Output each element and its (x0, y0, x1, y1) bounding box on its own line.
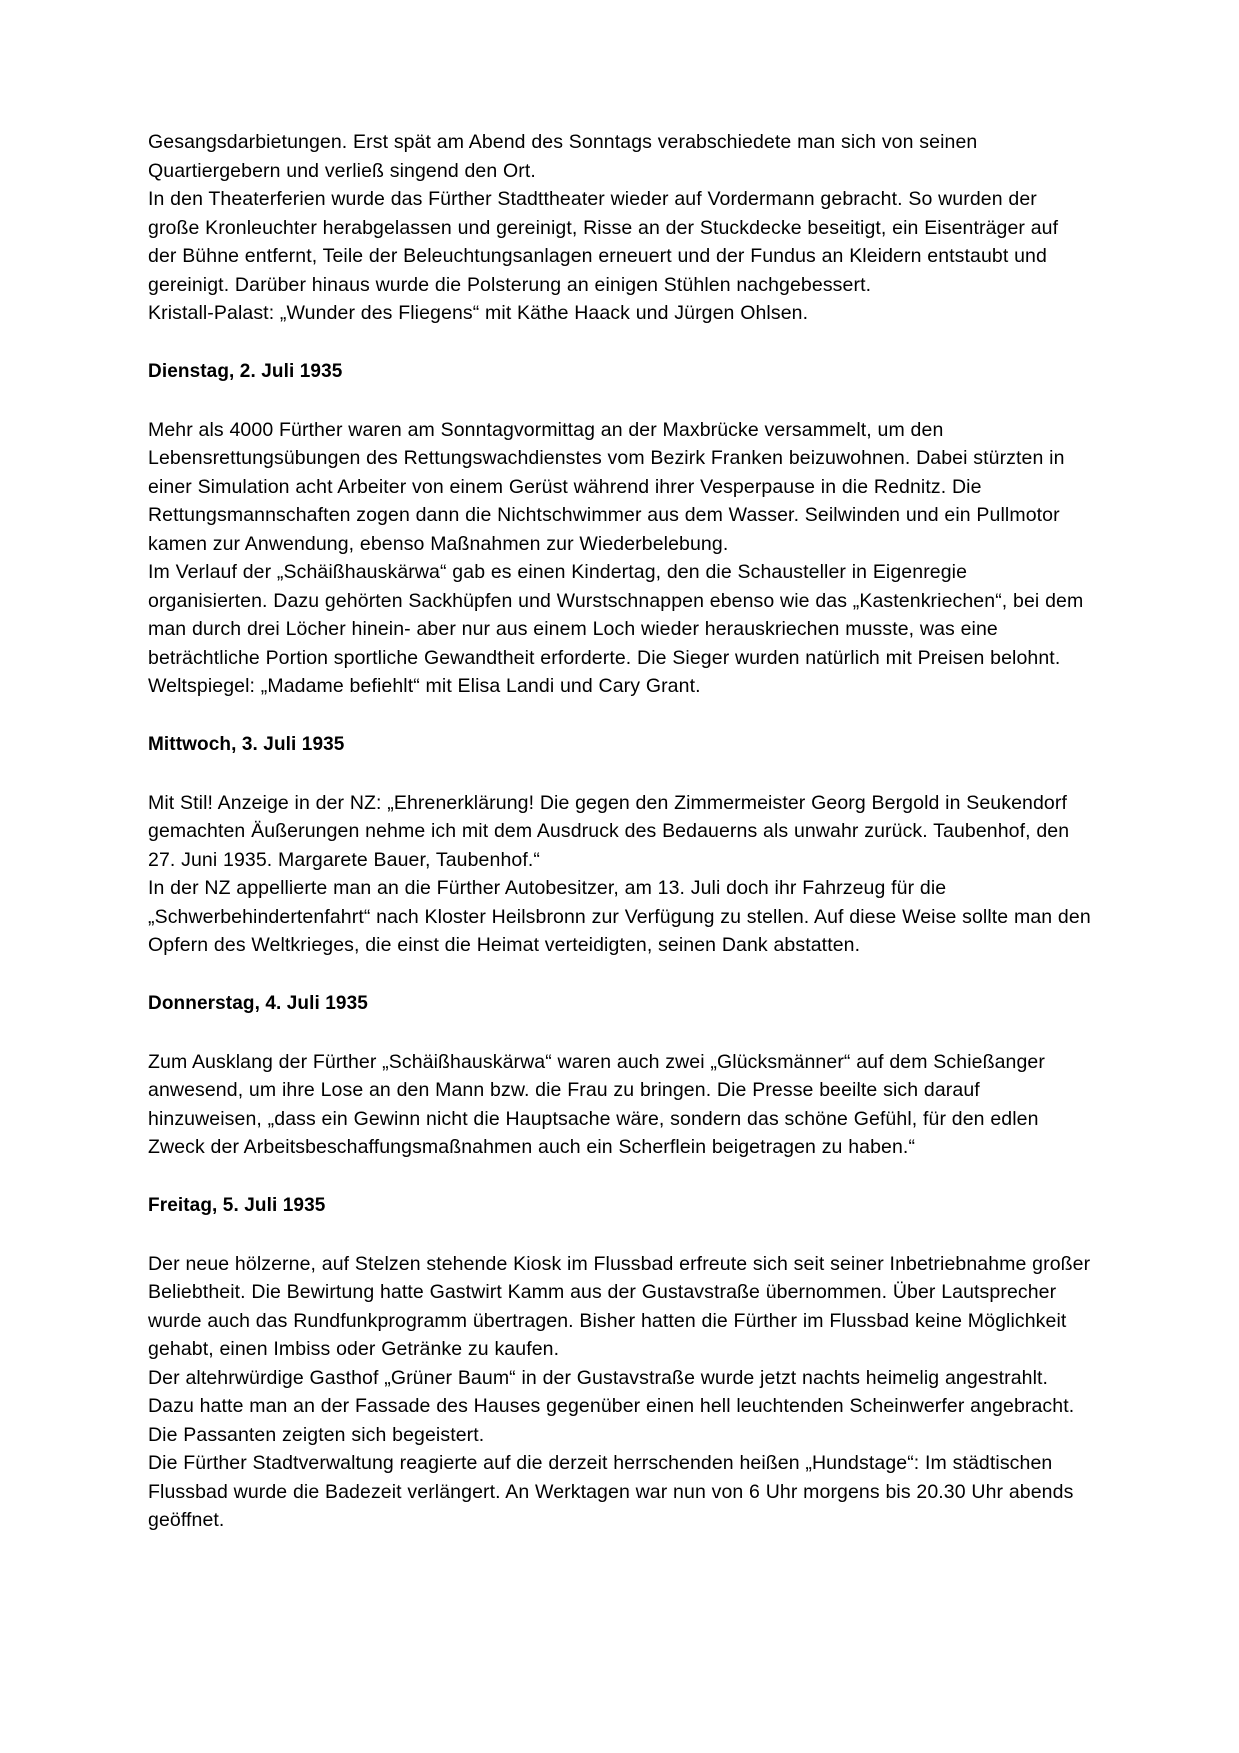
heading-freitag-5-juli-1935: Freitag, 5. Juli 1935 (148, 1194, 326, 1216)
document-body (148, 128, 1092, 1535)
paragraph-gluecksmaenner: Zum Ausklang der Fürther „Schäißhauskärwa“ waren auch zwei „Glücksmänner“ auf dem Schießanger anwesend, um ihre Lose an den Mann bzw. die Frau zu bringen. Die Presse beeilte sich darauf hinzuweisen, „dass ein Gewinn nicht die Hauptsache wäre, sondern das schöne Gefühl, für den edlen Zweck der Arbeitsbeschaffungsmaßnahmen auch ein Scherflein beigetragen zu haben.“ (148, 1050, 1045, 1158)
paragraph-theaterferien: In den Theaterferien wurde das Fürther Stadttheater wieder auf Vordermann gebracht. So wurden der große Kronleuchter herabgelassen und gereinigt, Risse an der Stuckdecke beseitigt, ein Eisenträger auf der Bühne entfernt, Teile der Beleuchtungsanlagen erneuert und der Fundus an Kleidern entstaubt und gereinigt. Darüber hinaus wurde die Polsterung an einigen Stühlen nachgebessert. (148, 188, 1059, 296)
heading-mittwoch-3-juli-1935: Mittwoch, 3. Juli 1935 (148, 733, 345, 755)
spacer (148, 1162, 1092, 1192)
paragraph-weltspiegel: Weltspiegel: „Madame befiehlt“ mit Elisa Landi und Cary Grant. (148, 675, 701, 697)
paragraph-hundstage-badezeit: Die Fürther Stadtverwaltung reagierte auf die derzeit herrschenden heißen „Hundstage“: Im städtischen Flussbad wurde die Badezeit verlängert. An Werktagen war nun von 6 Uhr morgens bis 20.30 Uhr abends geöffnet. (148, 1452, 1074, 1531)
spacer (148, 1018, 1092, 1048)
spacer (148, 701, 1092, 731)
spacer (148, 386, 1092, 416)
paragraph-maxbruecke: Mehr als 4000 Fürther waren am Sonntagvormittag an der Maxbrücke versammelt, um den Lebensrettungsübungen des Rettungswachdienstes vom Bezirk Franken beizuwohnen. Dabei stürzten in einer Simulation acht Arbeiter von einem Gerüst während ihrer Vesperpause in die Rednitz. Die Rettungsmannschaften zogen dann die Nichtschwimmer aus dem Wasser. Seilwinden und ein Pullmotor kamen zur Anwendung, ebenso Maßnahmen zur Wiederbelebung. (148, 418, 1065, 555)
paragraph-ehrenerklaerung: Mit Stil! Anzeige in der NZ: „Ehrenerklärung! Die gegen den Zimmermeister Georg Bergold in Seukendorf gemachten Äußerungen nehme ich mit dem Ausdruck des Bedauerns als unwahr zurück. Taubenhof, den 27. Juni 1935. Margarete Bauer, Taubenhof.“ (148, 791, 1070, 871)
paragraph-gruener-baum: Der altehrwürdige Gasthof „Grüner Baum“ in der Gustavstraße wurde jetzt nachts heimelig angestrahlt. Dazu hatte man an der Fassade des Hauses gegenüber einen hell leuchtenden Scheinwerfer angebracht. Die Passanten zeigten sich begeistert. (148, 1366, 1075, 1446)
spacer (148, 1220, 1092, 1250)
paragraph-schaeisshauskaerwa-kindertag: Im Verlauf der „Schäißhauskärwa“ gab es einen Kindertag, den die Schausteller in Eigenregie organisierten. Dazu gehörten Sackhüpfen und Wurstschnappen ebenso wie das „Kastenkriechen“, bei dem man durch drei Löcher hinein- aber nur aus einem Loch wieder herauskriechen musste, was eine beträchtliche Portion sportliche Gewandtheit erforderte. Die Sieger wurden natürlich mit Preisen belohnt. (148, 561, 1084, 669)
heading-donnerstag-4-juli-1935: Donnerstag, 4. Juli 1935 (148, 992, 368, 1014)
spacer (148, 960, 1092, 990)
paragraph-continuation: Gesangsdarbietungen. Erst spät am Abend des Sonntags verabschiedete man sich von seinen Quartiergebern und verließ singend den Ort. (148, 131, 978, 182)
spacer (148, 328, 1092, 358)
paragraph-kiosk-flussbad: Der neue hölzerne, auf Stelzen stehende Kiosk im Flussbad erfreute sich seit seiner Inbetriebnahme großer Beliebtheit. Die Bewirtung hatte Gastwirt Kamm aus der Gustavstraße übernommen. Über Lautsprecher wurde auch das Rundfunkprogramm übertragen. Bisher hatten die Fürther im Flussbad keine Möglichkeit gehabt, einen Imbiss oder Getränke zu kaufen. (148, 1252, 1091, 1360)
spacer (148, 759, 1092, 789)
paragraph-schwerbehindertenfahrt: In der NZ appellierte man an die Fürther Autobesitzer, am 13. Juli doch ihr Fahrzeug für die „Schwerbehindertenfahrt“ nach Kloster Heilsbronn zur Verfügung zu stellen. Auf diese Weise sollte man den Opfern des Weltkrieges, die einst die Heimat verteidigten, seinen Dank abstatten. (148, 877, 1091, 956)
paragraph-kristall-palast: Kristall-Palast: „Wunder des Fliegens“ mit Käthe Haack und Jürgen Ohlsen. (148, 302, 809, 324)
heading-dienstag-2-juli-1935: Dienstag, 2. Juli 1935 (148, 360, 343, 382)
